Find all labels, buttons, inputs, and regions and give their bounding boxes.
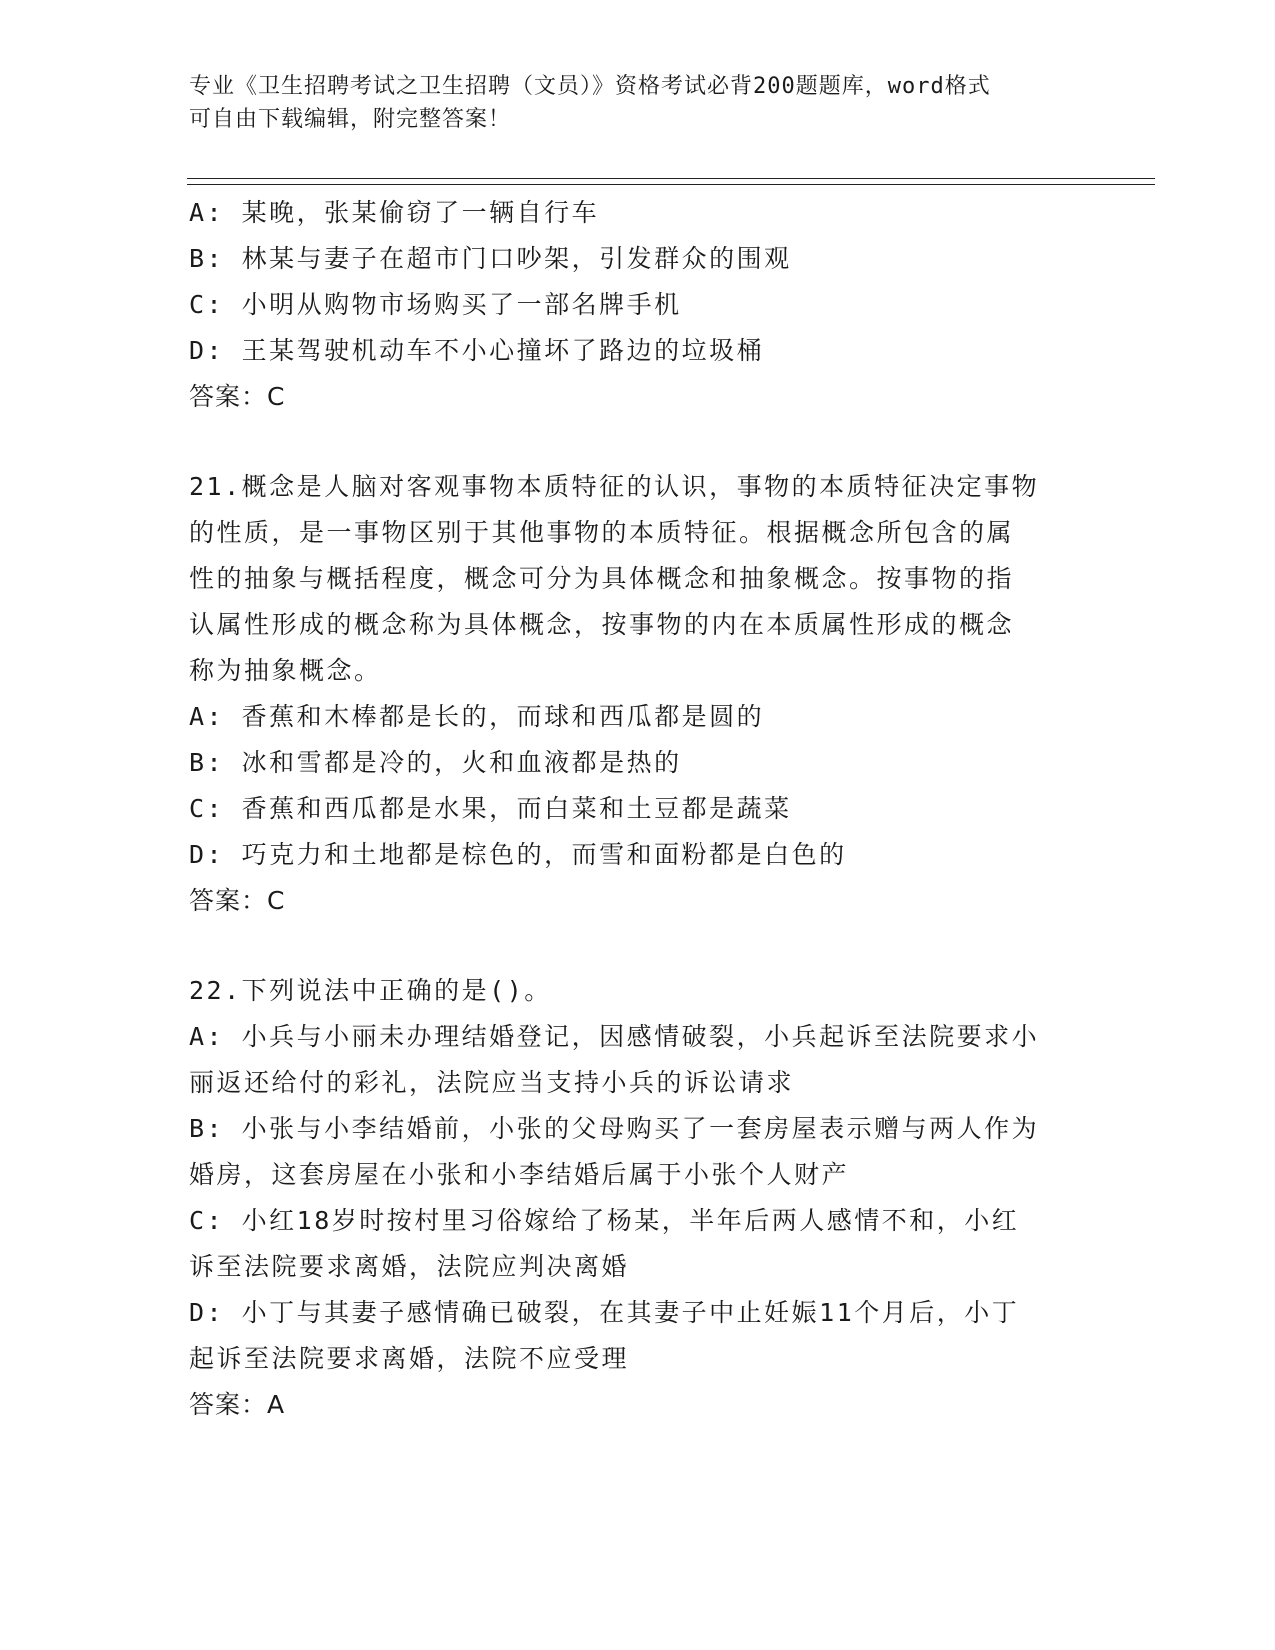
option-line: B: 小张与小李结婚前，小张的父母购买了一套房屋表示赠与两人作为 — [189, 1114, 1040, 1143]
document-header — [189, 70, 1069, 136]
option-c: C: 小明从购物市场购买了一部名牌手机 — [189, 290, 682, 319]
question-stem-line: 称为抽象概念。 — [189, 656, 382, 685]
option-line: C: 小红18岁时按村里习俗嫁给了杨某，半年后两人感情不和，小红 — [189, 1206, 1020, 1235]
question-22-block — [189, 968, 1079, 1428]
option-line: 丽返还给付的彩礼，法院应当支持小兵的诉讼请求 — [189, 1068, 795, 1097]
option-line: 诉至法院要求离婚，法院应判决离婚 — [189, 1252, 630, 1281]
option-line: 婚房，这套房屋在小张和小李结婚后属于小张个人财产 — [189, 1160, 850, 1189]
question-stem-line: 性的抽象与概括程度，概念可分为具体概念和抽象概念。按事物的指 — [189, 564, 1015, 593]
header-line-2: 可自由下载编辑，附完整答案！ — [189, 107, 512, 132]
header-divider-bottom — [187, 184, 1155, 185]
answer-line: 答案：A — [189, 1390, 286, 1419]
header-line-1: 专业《卫生招聘考试之卫生招聘（文员）》资格考试必背200题题库，word格式 — [189, 74, 991, 99]
option-d: D: 巧克力和土地都是棕色的，而雪和面粉都是白色的 — [189, 840, 847, 869]
prev-question-block — [189, 190, 1079, 420]
option-d: D: 王某驾驶机动车不小心撞坏了路边的垃圾桶 — [189, 336, 765, 365]
option-b: B: 冰和雪都是冷的，火和血液都是热的 — [189, 748, 682, 777]
option-b: B: 林某与妻子在超市门口吵架，引发群众的围观 — [189, 244, 792, 273]
option-c: C: 香蕉和西瓜都是水果，而白菜和土豆都是蔬菜 — [189, 794, 792, 823]
spacer — [189, 924, 1079, 968]
option-line: A: 小兵与小丽未办理结婚登记，因感情破裂，小兵起诉至法院要求小 — [189, 1022, 1040, 1051]
answer-line: 答案：C — [189, 382, 286, 411]
option-a: A: 某晚，张某偷窃了一辆自行车 — [189, 198, 600, 227]
question-content — [189, 190, 1079, 1428]
option-line: D: 小丁与其妻子感情确已破裂，在其妻子中止妊娠11个月后，小丁 — [189, 1298, 1020, 1327]
answer-line: 答案：C — [189, 886, 286, 915]
option-a: A: 香蕉和木棒都是长的，而球和西瓜都是圆的 — [189, 702, 765, 731]
question-stem-line: 的性质，是一事物区别于其他事物的本质特征。根据概念所包含的属 — [189, 518, 1015, 547]
option-line: 起诉至法院要求离婚，法院不应受理 — [189, 1344, 630, 1373]
question-stem-line: 22.下列说法中正确的是()。 — [189, 976, 552, 1005]
spacer — [189, 420, 1079, 464]
question-21-block — [189, 464, 1079, 924]
header-divider-top — [187, 178, 1155, 179]
question-stem-line: 认属性形成的概念称为具体概念，按事物的内在本质属性形成的概念 — [189, 610, 1015, 639]
question-stem-line: 21.概念是人脑对客观事物本质特征的认识，事物的本质特征决定事物 — [189, 472, 1040, 501]
